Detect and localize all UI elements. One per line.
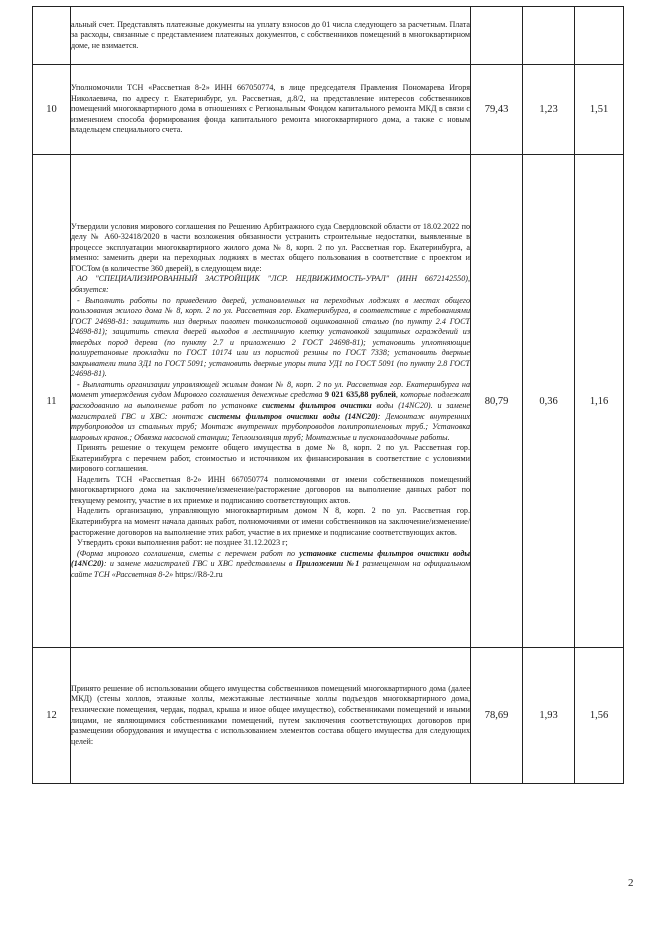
text-run: альный счет. Представлять платежные документы на уплату взносов до 01 числа следующего за расчетным. Плата за расходы, связанные с представлением платежных документов, с собственников помещений в многоквартирном доме, не взимается. [71, 19, 470, 50]
item-number-cell: 10 [33, 65, 71, 155]
text-run: - Выплатить организации управляющей жилым домом № 8, корп. 2 по ул. Рассветная гор. Екатеринбурга на момент утверждения судом Мирового соглашения денежные средства [71, 379, 470, 400]
votes-abstained-cell: 1,16 [575, 155, 624, 648]
text-run: системы фильтров очистки воды (14NC20) [208, 411, 378, 421]
item-paragraph [71, 506, 470, 538]
item-paragraph [71, 538, 470, 549]
table-row [33, 65, 624, 155]
votes-for-cell: 78,69 [471, 648, 523, 784]
item-paragraph [71, 20, 470, 52]
text-run: , которые подлежат расходованию на выполнение работ по установке [71, 390, 470, 410]
votes-abstained-cell: 1,56 [575, 648, 624, 784]
voting-results-table [32, 6, 624, 784]
item-paragraph [71, 684, 470, 747]
page-number: 2 [628, 877, 634, 889]
text-run: : Демонтаж внутренних трубопроводов из стальных труб; Монтаж внутренних трубопроводов полипропиленовых труб.; Установка шаровых кранов.; Обвязка насосной станции; Теплоизоляция труб; Монтажные и пусконаладочные работы. [71, 411, 471, 442]
text-run: воды (14NC20). и замене магистралей ГВС и ХВС: монтаж [71, 401, 470, 421]
table-row [33, 7, 624, 65]
item-text-cell [71, 155, 471, 648]
text-run: Наделить ТСН «Рассветная 8-2» ИНН 667050774 полномочиями от имени собственников помещений многоквартирного дома на заключение/изменение/расторжение договоров на выполнение данных работ по текущему ремонту, участие в их приемке и подписанию соответствующих актов. [71, 474, 470, 505]
text-run: 9 021 635,88 рублей [324, 390, 396, 400]
item-paragraph [71, 549, 470, 581]
table-row [33, 155, 624, 648]
votes-against-cell: 1,23 [523, 65, 575, 155]
text-run: Наделить организацию, управляющую многоквартирным домом N 8, корп. 2 по ул. Рассветная гор. Екатеринбурга на момент начала данных работ, полномочиями от имени собственников на заключение/изменение/расторжение договоров на выполнение этих работ, участие в их приемке и подписание соответствующих актов. [71, 506, 470, 537]
text-run: размещенном на официальном сайте ТСН «Рассветная 8-2» [71, 559, 471, 579]
item-paragraph [71, 296, 470, 380]
votes-for-cell [471, 7, 523, 65]
item-number-cell [33, 7, 71, 65]
item-paragraph [71, 380, 470, 443]
votes-against-cell [523, 7, 575, 65]
votes-for-cell: 79,43 [471, 65, 523, 155]
text-run: Утвердили условия мирового соглашения по Решению Арбитражного суда Свердловской области от 18.02.2022 по делу № А60-32418/2020 в части возложения обязанности устранить строительные недостатки, выявленные в процессе эксплуатации многоквартирного жилого дома № 8, корп. 2 по ул. Рассветная гор. Екатеринбурга, а именно: заменить двери на переходных лоджиях в местах общего пользования в соответствие с проектом и ГОСТом (в количестве 360 дверей), в следующем виде: [71, 221, 470, 273]
text-run: (Форма мирового соглашения, сметы с перечнем работ по [77, 548, 300, 558]
votes-abstained-cell: 1,51 [575, 65, 624, 155]
table-row [33, 648, 624, 784]
text-run: системы фильтров очистки [262, 401, 372, 410]
text-run: Принять решение о текущем ремонте общего имущества в доме № 8, корп. 2 по ул. Рассветная гор. Екатеринбурга с перечнем работ, стоимостью и источником их финансирования в соответствие с условиями мирового соглашения. [71, 443, 470, 474]
text-run: Утвердить сроки выполнения работ: не позднее 31.12.2023 г; [77, 538, 288, 548]
text-run: : и замене магистралей ГВС и ХВС представлены в [103, 559, 296, 569]
votes-for-cell: 80,79 [471, 155, 523, 648]
text-run: установке системы фильтров очистки воды (14NC20) [71, 548, 470, 569]
table-body [33, 7, 624, 784]
text-run: АО "СПЕЦИАЛИЗИРОВАННЫЙ ЗАСТРОЙЩИК "ЛСР. НЕДВИЖИМОСТЬ-УРАЛ" (ИНН 6672142550), обязуется: [71, 274, 470, 294]
item-number-cell: 12 [33, 648, 71, 784]
text-run: Уполномочили ТСН «Рассветная 8-2» ИНН 667050774, в лице председателя Правления Пономарева Игоря Николаевича, по адресу г. Екатеринбург, ул. Рассветная, д.8/2, на представление интересов собственников помещений многоквартирного дома в отношениях с Региональным Фондом капитального ремонта МКД в связи с изменением способа формирования фонда капитального ремонта многоквартирного дома, а также с новым владельцем специального счета. [71, 83, 470, 135]
text-run: - Выполнить работы по приведению дверей, установленных на переходных лоджиях в местах общего пользования жилого дома № 8, корп. 2 по ул. Рассветная гор. Екатеринбурга, в соответствие с требованиями ГОСТ 24698-81: защитить низ дверных полотен тонколистовой оцинкованной сталью (по пункту 2.4 ГОСТ 24698-81); защитить стекла дверей выходов в лестничную клетку установкой защитных ограждений из твердых пород дерева (по пункту 2.7 и приложению 2 ГОСТ 24698-81); установить уплотняющие полиуретановые прокладки по ГОСТ 10174 или из пористой резины по ГОСТ 7338; установить дверные закрыватели типа ЗД1 по ГОСТ 5091; установить дверные упоры типа УД1 по ГОСТ 5091 (по пункту 2.8 ГОСТ 24698-81). [71, 295, 470, 379]
item-text-cell [71, 7, 471, 65]
text-run: Принято решение об использовании общего имущества собственников помещений многоквартирного дома (далее МКД) (стены холлов, этажные холлы, межэтажные лестничные холлы подъездов многоквартирного дома, технические помещения, чердак, подвал, крыша и иное общее имущество), собственниками помещений и иными лицами, не являющимися собственниками помещений, путем заключения соответствующих договоров при размещении оборудования и имущества с использованием элементов состава общего имущества для следующих целей: [71, 683, 470, 746]
item-text-cell [71, 648, 471, 784]
item-number-cell: 11 [33, 155, 71, 648]
item-text-cell [71, 65, 471, 155]
item-paragraph [71, 83, 470, 136]
item-paragraph [71, 475, 470, 507]
votes-against-cell: 0,36 [523, 155, 575, 648]
item-paragraph [71, 222, 470, 275]
votes-abstained-cell [575, 7, 624, 65]
item-paragraph [71, 274, 470, 295]
votes-against-cell: 1,93 [523, 648, 575, 784]
item-paragraph [71, 443, 470, 475]
text-run: https://R8-2.ru [175, 569, 223, 579]
text-run: Приложении №1 [295, 559, 360, 569]
